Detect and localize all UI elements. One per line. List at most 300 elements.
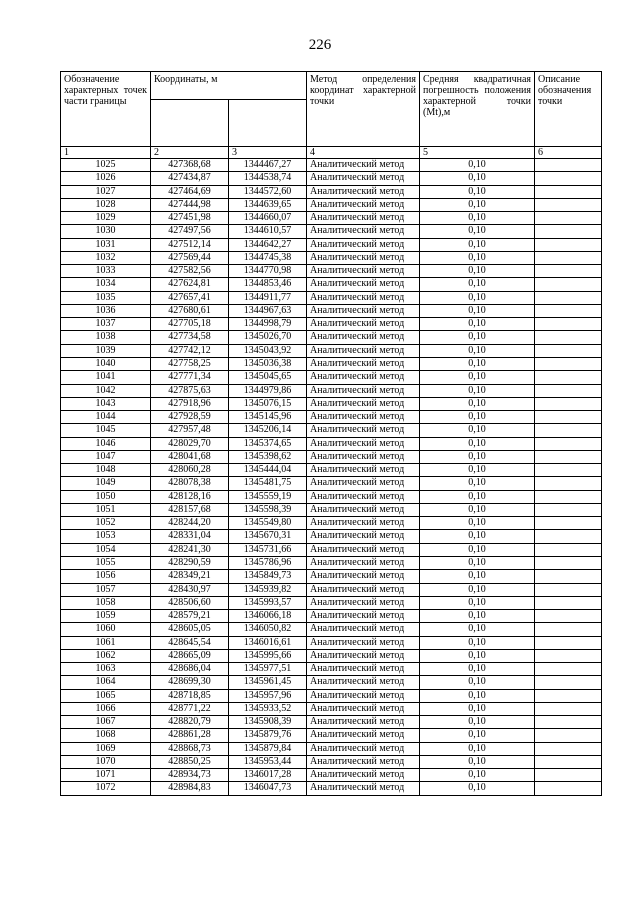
- coord-y-cell: 1345598,39: [229, 503, 307, 516]
- column-number: 3: [229, 147, 307, 159]
- description-cell: [535, 357, 602, 370]
- description-cell: [535, 755, 602, 768]
- table-row: [61, 676, 602, 689]
- method-cell: Аналитический метод: [307, 517, 420, 530]
- point-number-cell: 1057: [61, 583, 151, 596]
- table-row: [61, 331, 602, 344]
- coord-y-cell: 1345076,15: [229, 397, 307, 410]
- method-cell: Аналитический метод: [307, 596, 420, 609]
- error-cell: 0,10: [420, 689, 535, 702]
- method-cell: Аналитический метод: [307, 610, 420, 623]
- description-cell: [535, 318, 602, 331]
- point-number-cell: 1043: [61, 397, 151, 410]
- coord-y-cell: 1344967,63: [229, 304, 307, 317]
- error-cell: 0,10: [420, 636, 535, 649]
- error-cell: 0,10: [420, 663, 535, 676]
- coord-x-cell: 428820,79: [151, 716, 229, 729]
- coord-x-cell: 427582,56: [151, 265, 229, 278]
- point-number-cell: 1064: [61, 676, 151, 689]
- description-cell: [535, 543, 602, 556]
- table-row: [61, 185, 602, 198]
- coord-y-cell: 1345995,66: [229, 649, 307, 662]
- description-cell: [535, 649, 602, 662]
- error-cell: 0,10: [420, 318, 535, 331]
- method-cell: Аналитический метод: [307, 318, 420, 331]
- error-cell: 0,10: [420, 729, 535, 742]
- coord-x-cell: 427624,81: [151, 278, 229, 291]
- coord-y-cell: 1345993,57: [229, 596, 307, 609]
- coord-x-cell: 427444,98: [151, 198, 229, 211]
- coord-x-cell: 428506,60: [151, 596, 229, 609]
- coord-x-cell: 428699,30: [151, 676, 229, 689]
- method-cell: Аналитический метод: [307, 702, 420, 715]
- table-row: [61, 596, 602, 609]
- table-row: [61, 570, 602, 583]
- method-cell: Аналитический метод: [307, 384, 420, 397]
- table-row: [61, 583, 602, 596]
- column-number: 5: [420, 147, 535, 159]
- point-number-cell: 1060: [61, 623, 151, 636]
- table-row: [61, 384, 602, 397]
- point-number-cell: 1068: [61, 729, 151, 742]
- table-row: [61, 623, 602, 636]
- description-cell: [535, 676, 602, 689]
- coord-x-cell: 428984,83: [151, 782, 229, 795]
- point-number-cell: 1039: [61, 344, 151, 357]
- table-row: [61, 357, 602, 370]
- error-cell: 0,10: [420, 437, 535, 450]
- coord-x-cell: 428718,85: [151, 689, 229, 702]
- coord-x-cell: 428861,28: [151, 729, 229, 742]
- description-cell: [535, 663, 602, 676]
- point-number-cell: 1052: [61, 517, 151, 530]
- table-row: [61, 610, 602, 623]
- coord-y-cell: 1345374,65: [229, 437, 307, 450]
- coord-x-cell: 428605,05: [151, 623, 229, 636]
- coord-y-cell: 1345786,96: [229, 556, 307, 569]
- table-row: [61, 225, 602, 238]
- table-row: [61, 464, 602, 477]
- coord-y-cell: 1346016,61: [229, 636, 307, 649]
- error-cell: 0,10: [420, 384, 535, 397]
- method-cell: Аналитический метод: [307, 623, 420, 636]
- method-cell: Аналитический метод: [307, 769, 420, 782]
- point-number-cell: 1047: [61, 450, 151, 463]
- method-cell: Аналитический метод: [307, 570, 420, 583]
- point-number-cell: 1042: [61, 384, 151, 397]
- method-cell: Аналитический метод: [307, 530, 420, 543]
- description-cell: [535, 450, 602, 463]
- method-cell: Аналитический метод: [307, 742, 420, 755]
- point-number-cell: 1032: [61, 251, 151, 264]
- description-cell: [535, 251, 602, 264]
- column-number: 6: [535, 147, 602, 159]
- coordinates-table: [60, 71, 602, 796]
- point-number-cell: 1049: [61, 477, 151, 490]
- coord-y-cell: 1345206,14: [229, 424, 307, 437]
- point-number-cell: 1067: [61, 716, 151, 729]
- coord-x-cell: 428430,97: [151, 583, 229, 596]
- header-description: Описание обозначения точки: [535, 72, 602, 147]
- coord-x-cell: 428645,54: [151, 636, 229, 649]
- error-cell: 0,10: [420, 185, 535, 198]
- point-number-cell: 1072: [61, 782, 151, 795]
- coord-y-cell: 1345549,80: [229, 517, 307, 530]
- coord-y-cell: 1345908,39: [229, 716, 307, 729]
- description-cell: [535, 225, 602, 238]
- error-cell: 0,10: [420, 225, 535, 238]
- coord-y-cell: 1344610,57: [229, 225, 307, 238]
- method-cell: Аналитический метод: [307, 225, 420, 238]
- coord-y-cell: 1344660,07: [229, 212, 307, 225]
- point-number-cell: 1051: [61, 503, 151, 516]
- coord-x-cell: 428686,04: [151, 663, 229, 676]
- method-cell: Аналитический метод: [307, 357, 420, 370]
- description-cell: [535, 530, 602, 543]
- coord-y-cell: 1345026,70: [229, 331, 307, 344]
- error-cell: 0,10: [420, 238, 535, 251]
- error-cell: 0,10: [420, 742, 535, 755]
- error-cell: 0,10: [420, 556, 535, 569]
- error-cell: 0,10: [420, 172, 535, 185]
- error-cell: 0,10: [420, 490, 535, 503]
- point-number-cell: 1069: [61, 742, 151, 755]
- point-number-cell: 1045: [61, 424, 151, 437]
- table-row: [61, 278, 602, 291]
- coord-x-cell: 428349,21: [151, 570, 229, 583]
- point-number-cell: 1026: [61, 172, 151, 185]
- description-cell: [535, 185, 602, 198]
- error-cell: 0,10: [420, 596, 535, 609]
- description-cell: [535, 238, 602, 251]
- error-cell: 0,10: [420, 676, 535, 689]
- description-cell: [535, 265, 602, 278]
- error-cell: 0,10: [420, 503, 535, 516]
- point-number-cell: 1034: [61, 278, 151, 291]
- description-cell: [535, 397, 602, 410]
- coord-y-cell: 1345444,04: [229, 464, 307, 477]
- coord-x-cell: 427875,63: [151, 384, 229, 397]
- coord-y-cell: 1344572,60: [229, 185, 307, 198]
- table-row: [61, 159, 602, 172]
- method-cell: Аналитический метод: [307, 543, 420, 556]
- point-number-cell: 1025: [61, 159, 151, 172]
- description-cell: [535, 702, 602, 715]
- coord-x-cell: 428241,30: [151, 543, 229, 556]
- method-cell: Аналитический метод: [307, 437, 420, 450]
- coord-y-cell: 1345961,45: [229, 676, 307, 689]
- method-cell: Аналитический метод: [307, 755, 420, 768]
- coord-x-cell: 427569,44: [151, 251, 229, 264]
- error-cell: 0,10: [420, 304, 535, 317]
- coord-x-cell: 427758,25: [151, 357, 229, 370]
- table-row: [61, 517, 602, 530]
- description-cell: [535, 782, 602, 795]
- method-cell: Аналитический метод: [307, 649, 420, 662]
- coord-y-cell: 1345731,66: [229, 543, 307, 556]
- coord-y-cell: 1345398,62: [229, 450, 307, 463]
- coord-x-cell: 428060,28: [151, 464, 229, 477]
- error-cell: 0,10: [420, 464, 535, 477]
- point-number-cell: 1044: [61, 411, 151, 424]
- table-row: [61, 649, 602, 662]
- coord-y-cell: 1346050,82: [229, 623, 307, 636]
- table-row: [61, 172, 602, 185]
- method-cell: Аналитический метод: [307, 450, 420, 463]
- table-row: [61, 755, 602, 768]
- coord-y-cell: 1344467,27: [229, 159, 307, 172]
- method-cell: Аналитический метод: [307, 291, 420, 304]
- point-number-cell: 1048: [61, 464, 151, 477]
- coord-x-cell: 428579,21: [151, 610, 229, 623]
- error-cell: 0,10: [420, 570, 535, 583]
- method-cell: Аналитический метод: [307, 729, 420, 742]
- method-cell: Аналитический метод: [307, 344, 420, 357]
- method-cell: Аналитический метод: [307, 556, 420, 569]
- coord-x-cell: 427957,48: [151, 424, 229, 437]
- coord-x-cell: 428029,70: [151, 437, 229, 450]
- coord-x-cell: 427928,59: [151, 411, 229, 424]
- coord-y-cell: 1345953,44: [229, 755, 307, 768]
- method-cell: Аналитический метод: [307, 238, 420, 251]
- description-cell: [535, 610, 602, 623]
- coord-y-cell: 1345559,19: [229, 490, 307, 503]
- point-number-cell: 1056: [61, 570, 151, 583]
- coord-y-cell: 1344770,98: [229, 265, 307, 278]
- table-row: [61, 265, 602, 278]
- method-cell: Аналитический метод: [307, 251, 420, 264]
- point-number-cell: 1071: [61, 769, 151, 782]
- description-cell: [535, 172, 602, 185]
- point-number-cell: 1035: [61, 291, 151, 304]
- coord-x-cell: 427451,98: [151, 212, 229, 225]
- point-number-cell: 1041: [61, 371, 151, 384]
- coord-y-cell: 1344853,46: [229, 278, 307, 291]
- coord-y-cell: 1345043,92: [229, 344, 307, 357]
- method-cell: Аналитический метод: [307, 212, 420, 225]
- method-cell: Аналитический метод: [307, 583, 420, 596]
- table-row: [61, 543, 602, 556]
- description-cell: [535, 716, 602, 729]
- point-number-cell: 1050: [61, 490, 151, 503]
- error-cell: 0,10: [420, 397, 535, 410]
- method-cell: Аналитический метод: [307, 172, 420, 185]
- point-number-cell: 1038: [61, 331, 151, 344]
- description-cell: [535, 517, 602, 530]
- description-cell: [535, 742, 602, 755]
- coord-y-cell: 1344639,65: [229, 198, 307, 211]
- error-cell: 0,10: [420, 265, 535, 278]
- table-row: [61, 782, 602, 795]
- table-row: [61, 437, 602, 450]
- point-number-cell: 1063: [61, 663, 151, 676]
- method-cell: Аналитический метод: [307, 663, 420, 676]
- coord-y-cell: 1345977,51: [229, 663, 307, 676]
- description-cell: [535, 490, 602, 503]
- coord-y-cell: 1345939,82: [229, 583, 307, 596]
- coord-y-cell: 1345481,75: [229, 477, 307, 490]
- method-cell: Аналитический метод: [307, 371, 420, 384]
- table-row: [61, 198, 602, 211]
- table-row: [61, 251, 602, 264]
- point-number-cell: 1027: [61, 185, 151, 198]
- header-coord-y: [229, 100, 307, 147]
- header-error: Средняя квадратичная погрешность положения характерной точки (Mt),м: [420, 72, 535, 147]
- error-cell: 0,10: [420, 702, 535, 715]
- error-cell: 0,10: [420, 344, 535, 357]
- error-cell: 0,10: [420, 543, 535, 556]
- method-cell: Аналитический метод: [307, 397, 420, 410]
- coord-x-cell: 428850,25: [151, 755, 229, 768]
- error-cell: 0,10: [420, 371, 535, 384]
- column-number: 1: [61, 147, 151, 159]
- method-cell: Аналитический метод: [307, 477, 420, 490]
- table-row: [61, 729, 602, 742]
- description-cell: [535, 477, 602, 490]
- coord-x-cell: 427680,61: [151, 304, 229, 317]
- point-number-cell: 1030: [61, 225, 151, 238]
- point-number-cell: 1037: [61, 318, 151, 331]
- coord-x-cell: 427657,41: [151, 291, 229, 304]
- error-cell: 0,10: [420, 278, 535, 291]
- table-row: [61, 556, 602, 569]
- point-number-cell: 1033: [61, 265, 151, 278]
- table-row: [61, 344, 602, 357]
- coord-x-cell: 428128,16: [151, 490, 229, 503]
- coord-x-cell: 427734,58: [151, 331, 229, 344]
- table-row: [61, 503, 602, 516]
- description-cell: [535, 636, 602, 649]
- error-cell: 0,10: [420, 716, 535, 729]
- coord-x-cell: 428041,68: [151, 450, 229, 463]
- error-cell: 0,10: [420, 291, 535, 304]
- error-cell: 0,10: [420, 477, 535, 490]
- table-row: [61, 450, 602, 463]
- method-cell: Аналитический метод: [307, 716, 420, 729]
- description-cell: [535, 304, 602, 317]
- error-cell: 0,10: [420, 517, 535, 530]
- coord-x-cell: 427464,69: [151, 185, 229, 198]
- method-cell: Аналитический метод: [307, 198, 420, 211]
- coord-y-cell: 1345036,38: [229, 357, 307, 370]
- coord-x-cell: 428934,73: [151, 769, 229, 782]
- method-cell: Аналитический метод: [307, 411, 420, 424]
- error-cell: 0,10: [420, 424, 535, 437]
- point-number-cell: 1028: [61, 198, 151, 211]
- page-number: 226: [308, 37, 332, 53]
- table-row: [61, 304, 602, 317]
- point-number-cell: 1053: [61, 530, 151, 543]
- description-cell: [535, 424, 602, 437]
- table-row: [61, 530, 602, 543]
- method-cell: Аналитический метод: [307, 265, 420, 278]
- description-cell: [535, 729, 602, 742]
- description-cell: [535, 212, 602, 225]
- coord-y-cell: 1345933,52: [229, 702, 307, 715]
- point-number-cell: 1061: [61, 636, 151, 649]
- table-row: [61, 663, 602, 676]
- coord-y-cell: 1344538,74: [229, 172, 307, 185]
- error-cell: 0,10: [420, 583, 535, 596]
- header-coord-x: [151, 100, 229, 147]
- error-cell: 0,10: [420, 649, 535, 662]
- table-row: [61, 291, 602, 304]
- description-cell: [535, 331, 602, 344]
- error-cell: 0,10: [420, 755, 535, 768]
- description-cell: [535, 570, 602, 583]
- method-cell: Аналитический метод: [307, 676, 420, 689]
- method-cell: Аналитический метод: [307, 304, 420, 317]
- description-cell: [535, 623, 602, 636]
- column-number: 2: [151, 147, 229, 159]
- point-number-cell: 1046: [61, 437, 151, 450]
- error-cell: 0,10: [420, 530, 535, 543]
- point-number-cell: 1065: [61, 689, 151, 702]
- table-row: [61, 424, 602, 437]
- coord-x-cell: 427918,96: [151, 397, 229, 410]
- point-number-cell: 1036: [61, 304, 151, 317]
- coord-x-cell: 428157,68: [151, 503, 229, 516]
- header-coordinates: Координаты, м: [151, 72, 307, 100]
- point-number-cell: 1054: [61, 543, 151, 556]
- column-number: 4: [307, 147, 420, 159]
- coord-x-cell: 427512,14: [151, 238, 229, 251]
- point-number-cell: 1029: [61, 212, 151, 225]
- coord-y-cell: 1345957,96: [229, 689, 307, 702]
- error-cell: 0,10: [420, 411, 535, 424]
- description-cell: [535, 503, 602, 516]
- table-row: [61, 742, 602, 755]
- coord-y-cell: 1346066,18: [229, 610, 307, 623]
- coord-x-cell: 427771,34: [151, 371, 229, 384]
- description-cell: [535, 159, 602, 172]
- header-point-designation: Обозначение характерных точек части границы: [61, 72, 151, 147]
- method-cell: Аналитический метод: [307, 331, 420, 344]
- point-number-cell: 1058: [61, 596, 151, 609]
- error-cell: 0,10: [420, 782, 535, 795]
- coord-y-cell: 1345849,73: [229, 570, 307, 583]
- point-number-cell: 1070: [61, 755, 151, 768]
- error-cell: 0,10: [420, 198, 535, 211]
- table-row: [61, 477, 602, 490]
- table-header-row: [61, 72, 602, 100]
- coord-x-cell: 427742,12: [151, 344, 229, 357]
- error-cell: 0,10: [420, 610, 535, 623]
- coord-x-cell: 428868,73: [151, 742, 229, 755]
- method-cell: Аналитический метод: [307, 782, 420, 795]
- header-method: Метод определения координат характерной точки: [307, 72, 420, 147]
- description-cell: [535, 583, 602, 596]
- description-cell: [535, 689, 602, 702]
- point-number-cell: 1040: [61, 357, 151, 370]
- point-number-cell: 1062: [61, 649, 151, 662]
- point-number-cell: 1059: [61, 610, 151, 623]
- coord-x-cell: 427497,56: [151, 225, 229, 238]
- method-cell: Аналитический метод: [307, 185, 420, 198]
- coord-x-cell: 427705,18: [151, 318, 229, 331]
- table-row: [61, 397, 602, 410]
- coord-x-cell: 428078,38: [151, 477, 229, 490]
- table-row: [61, 702, 602, 715]
- coord-x-cell: 428665,09: [151, 649, 229, 662]
- description-cell: [535, 769, 602, 782]
- error-cell: 0,10: [420, 357, 535, 370]
- description-cell: [535, 437, 602, 450]
- description-cell: [535, 371, 602, 384]
- method-cell: Аналитический метод: [307, 159, 420, 172]
- coord-y-cell: 1344745,38: [229, 251, 307, 264]
- description-cell: [535, 291, 602, 304]
